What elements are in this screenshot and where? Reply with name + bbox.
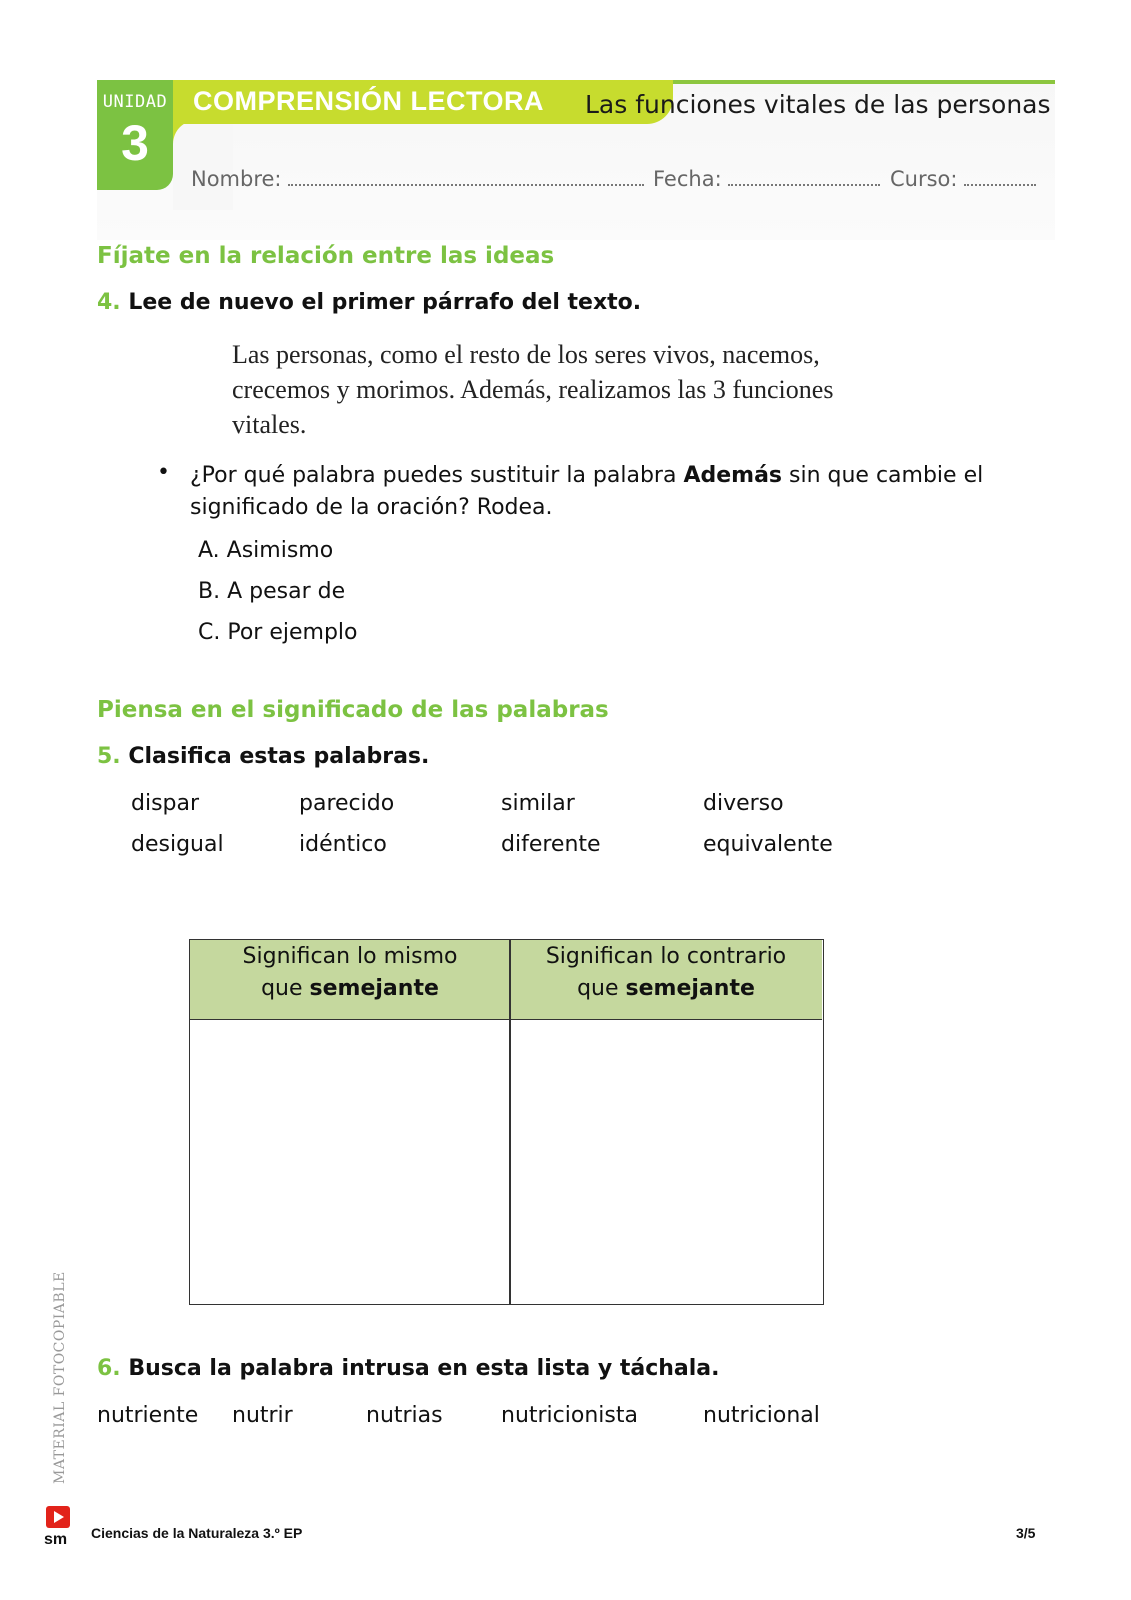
footer-subject: Ciencias de la Naturaleza 3.º EP: [91, 1525, 303, 1541]
sm-logo: [44, 1506, 74, 1546]
table-header-same: [190, 940, 510, 1020]
question-number: 6.: [97, 1356, 121, 1381]
answer-cell-opposite[interactable]: [511, 1020, 822, 1303]
unit-badge: [97, 80, 173, 190]
quote-line: vitales.: [232, 410, 307, 439]
header-prefix: que: [577, 976, 626, 1001]
course-label: Curso:: [890, 167, 958, 191]
name-label: Nombre:: [191, 167, 282, 191]
word-item: desigual: [131, 832, 224, 857]
name-blank[interactable]: [288, 166, 644, 186]
option-c[interactable]: C. Por ejemplo: [198, 620, 358, 645]
question-6: [97, 1356, 720, 1381]
footer-page-number: 3/5: [1016, 1525, 1036, 1541]
header-keyword: semejante: [625, 976, 755, 1001]
bullet-text-start: ¿Por qué palabra puedes sustituir la palabra: [190, 463, 684, 488]
question-number: 4.: [97, 290, 121, 315]
unit-label: UNIDAD: [102, 92, 168, 112]
section-heading-meaning: Piensa en el significado de las palabras: [97, 697, 609, 723]
word-item: diferente: [501, 832, 601, 857]
date-label: Fecha:: [653, 167, 722, 191]
word-item[interactable]: nutricionista: [501, 1403, 638, 1428]
document-title: Las funciones vitales de las personas: [585, 90, 1051, 119]
word-item[interactable]: nutriente: [97, 1403, 199, 1428]
bullet-text-end: sin que cambie el significado de la oración? Rodea.: [190, 463, 984, 520]
date-blank[interactable]: [728, 166, 880, 186]
word-item: parecido: [299, 791, 395, 816]
option-a[interactable]: A. Asimismo: [198, 538, 334, 563]
question-text: Lee de nuevo el primer párrafo del texto.: [128, 290, 642, 315]
answer-cell-same[interactable]: [190, 1020, 509, 1303]
section-title: COMPRENSIÓN LECTORA: [193, 86, 545, 116]
section-heading-ideas: Fíjate en la relación entre las ideas: [97, 243, 555, 269]
sm-logo-icon: [44, 1506, 74, 1546]
question-5: [97, 744, 429, 769]
bullet-icon: •: [157, 460, 170, 485]
word-item: diverso: [703, 791, 784, 816]
course-field[interactable]: [890, 166, 1036, 191]
header-line: Significan lo mismo: [242, 944, 458, 969]
bullet-question: [190, 460, 1050, 524]
quote-line: crecemos y morimos. Además, realizamos las 3 funciones: [232, 375, 834, 404]
date-field[interactable]: [653, 166, 880, 191]
header-line: [510, 973, 822, 1005]
course-blank[interactable]: [964, 166, 1036, 186]
quoted-paragraph: [232, 337, 932, 442]
question-text: Clasifica estas palabras.: [128, 744, 430, 769]
word-item: dispar: [131, 791, 200, 816]
table-header-opposite: [510, 940, 822, 1020]
question-number: 5.: [97, 744, 121, 769]
unit-number: 3: [121, 115, 149, 171]
word-item: similar: [501, 791, 575, 816]
sm-logo-text: sm: [44, 1531, 68, 1546]
name-field[interactable]: [191, 166, 644, 191]
classification-table: [189, 939, 824, 1305]
question-text: Busca la palabra intrusa en esta lista y táchala.: [128, 1356, 720, 1381]
section-tab-notch: [173, 120, 233, 210]
bullet-keyword: Además: [683, 463, 783, 488]
header-line: Significan lo contrario: [545, 944, 787, 969]
word-item[interactable]: nutrir: [232, 1403, 293, 1428]
word-item: idéntico: [299, 832, 387, 857]
worksheet-header: [97, 80, 1055, 240]
question-4: [97, 290, 641, 315]
header-prefix: que: [261, 976, 310, 1001]
word-item[interactable]: nutrias: [366, 1403, 443, 1428]
photocopiable-note: MATERIAL FOTOCOPIABLE: [52, 1271, 68, 1484]
header-keyword: semejante: [309, 976, 439, 1001]
word-item: equivalente: [703, 832, 833, 857]
quote-line: Las personas, como el resto de los seres vivos, nacemos,: [232, 340, 820, 369]
option-b[interactable]: B. A pesar de: [198, 579, 346, 604]
word-item[interactable]: nutricional: [703, 1403, 820, 1428]
header-line: [190, 973, 510, 1005]
